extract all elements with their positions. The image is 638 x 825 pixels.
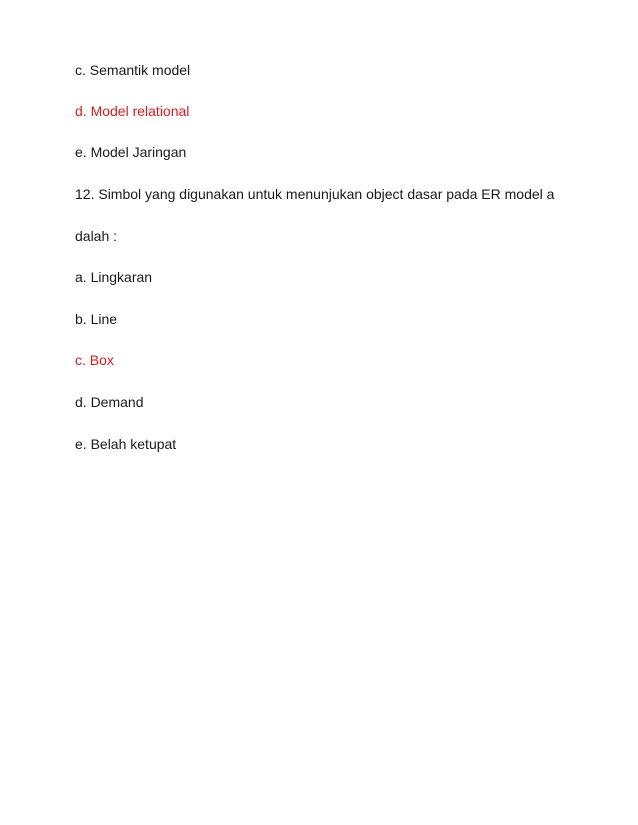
option-d-model-relational-answer: d. Model relational — [75, 103, 190, 119]
question-12-text: 12. Simbol yang digunakan untuk menunjukan object dasar pada ER model a — [75, 186, 555, 202]
option-e-model-jaringan: e. Model Jaringan — [75, 144, 187, 160]
option-d-demand: d. Demand — [75, 394, 144, 410]
option-c-box-answer: c. Box — [75, 352, 114, 368]
option-a-lingkaran: a. Lingkaran — [75, 269, 153, 285]
option-e-belah-ketupat: e. Belah ketupat — [75, 436, 177, 452]
option-b-line: b. Line — [75, 311, 118, 327]
option-c-semantik-model: c. Semantik model — [75, 62, 191, 78]
question-12-continuation: dalah : — [75, 228, 118, 244]
